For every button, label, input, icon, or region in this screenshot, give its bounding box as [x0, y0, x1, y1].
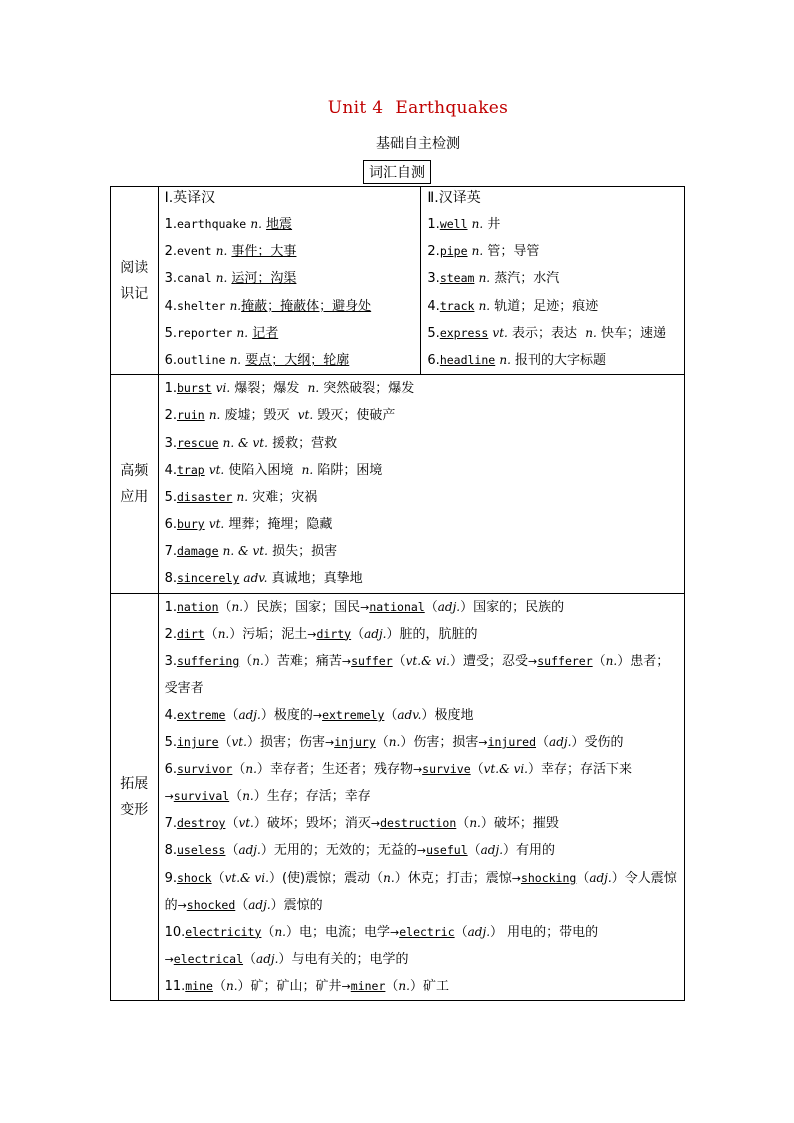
list-item: 1.nation（n.）民族；国家；国民→national（adj.）国家的；民族的	[164, 599, 565, 615]
zh-to-en-heading: Ⅱ.汉译英	[427, 190, 481, 206]
list-item: 6.outline n. 要点；大纲；轮廓	[164, 352, 350, 368]
list-item: 3.rescue n. & vt. 援救；营救	[164, 435, 338, 451]
unit-topic: Earthquakes	[395, 98, 509, 118]
extension-column	[158, 593, 684, 1000]
page-title	[0, 98, 794, 118]
frequent-row	[111, 375, 685, 594]
list-item: 4.track n. 轨道；足迹；痕迹	[427, 298, 599, 314]
list-item: 1.earthquake n. 地震	[164, 217, 293, 232]
unit-label: Unit 4	[327, 98, 384, 118]
reading-row	[111, 187, 685, 375]
vocab-table	[110, 186, 685, 1001]
list-item: 10.electricity（n.）电；电流；电学→electric（adj.） 用电的；带电的 →electrical（adj.）与电有关的；电学的	[164, 924, 599, 967]
list-item: 2.ruin n. 废墟；毁灭 vt. 毁灭；使破产	[164, 408, 396, 424]
list-item: 8.useless（adj.）无用的；无效的；无益的→useful（adj.）有用的	[164, 843, 556, 859]
list-item: 5.disaster n. 灾难；灾祸	[164, 489, 318, 505]
list-item: 7.damage n. & vt. 损失；损害	[164, 544, 338, 560]
page-subtitle: 基础自主检测	[376, 136, 460, 152]
extension-label: 拓展变形	[111, 593, 159, 1000]
extension-row	[111, 593, 685, 1000]
list-item: 9.shock（vt.& vi.）(使)震惊；震动（n.）休克；打击；震惊→shocking（adj.）令人震惊的→shocked（adj.）震惊的	[164, 870, 677, 913]
section-label: 词汇自测	[363, 160, 431, 184]
frequent-column	[158, 375, 684, 594]
reading-label: 阅读识记	[111, 187, 159, 375]
list-item: 3.steam n. 蒸汽；水汽	[427, 271, 560, 287]
list-item: 6.bury vt. 埋葬；掩埋；隐藏	[164, 517, 333, 533]
list-item: 5.express vt. 表示；表达 n. 快车；速递	[427, 325, 666, 341]
en-to-zh-heading: Ⅰ.英译汉	[164, 190, 216, 206]
list-item: 2.pipe n. 管；导管	[427, 244, 540, 260]
list-item: 5.reporter n. 记者	[164, 325, 279, 341]
list-item: 1.well n. 井	[427, 217, 501, 232]
list-item: 7.destroy（vt.）破坏；毁坏；消灭→destruction（n.）破坏；摧毁	[164, 816, 559, 832]
list-item: 6.survivor（n.）幸存者；生还者；残存物→survive（vt.& vi.）幸存；存活下来→survival（n.）生存；存活；幸存	[164, 762, 633, 805]
list-item: 11.mine（n.）矿；矿山；矿井→miner（n.）矿工	[164, 978, 449, 994]
list-item: 3.canal n. 运河；沟渠	[164, 271, 297, 287]
list-item: 8.sincerely adv. 真诚地；真挚地	[164, 571, 363, 587]
list-item: 5.injure（vt.）损害；伤害→injury（n.）伤害；损害→injured（adj.）受伤的	[164, 735, 624, 751]
list-item: 4.shelter n.掩蔽；掩蔽体；避身处	[164, 298, 372, 314]
list-item: 1.burst vi. 爆裂；爆发 n. 突然破裂；爆发	[164, 381, 415, 397]
list-item: 6.headline n. 报刊的大字标题	[427, 352, 607, 368]
list-item: 2.event n. 事件；大事	[164, 244, 297, 260]
frequent-label: 高频应用	[111, 375, 159, 594]
zh-to-en-column	[421, 187, 685, 375]
list-item: 4.extreme（adj.）极度的→extremely（adv.）极度地	[164, 708, 474, 723]
list-item: 2.dirt（n.）污垢；泥土→dirty（adj.）脏的，肮脏的	[164, 626, 478, 642]
list-item: 3.suffering（n.）苦难；痛苦→suffer（vt.& vi.）遭受；忍受→sufferer（n.）患者；受害者	[164, 653, 670, 696]
list-item: 4.trap vt. 使陷入困境 n. 陷阱；困境	[164, 462, 383, 478]
en-to-zh-column	[158, 187, 421, 375]
